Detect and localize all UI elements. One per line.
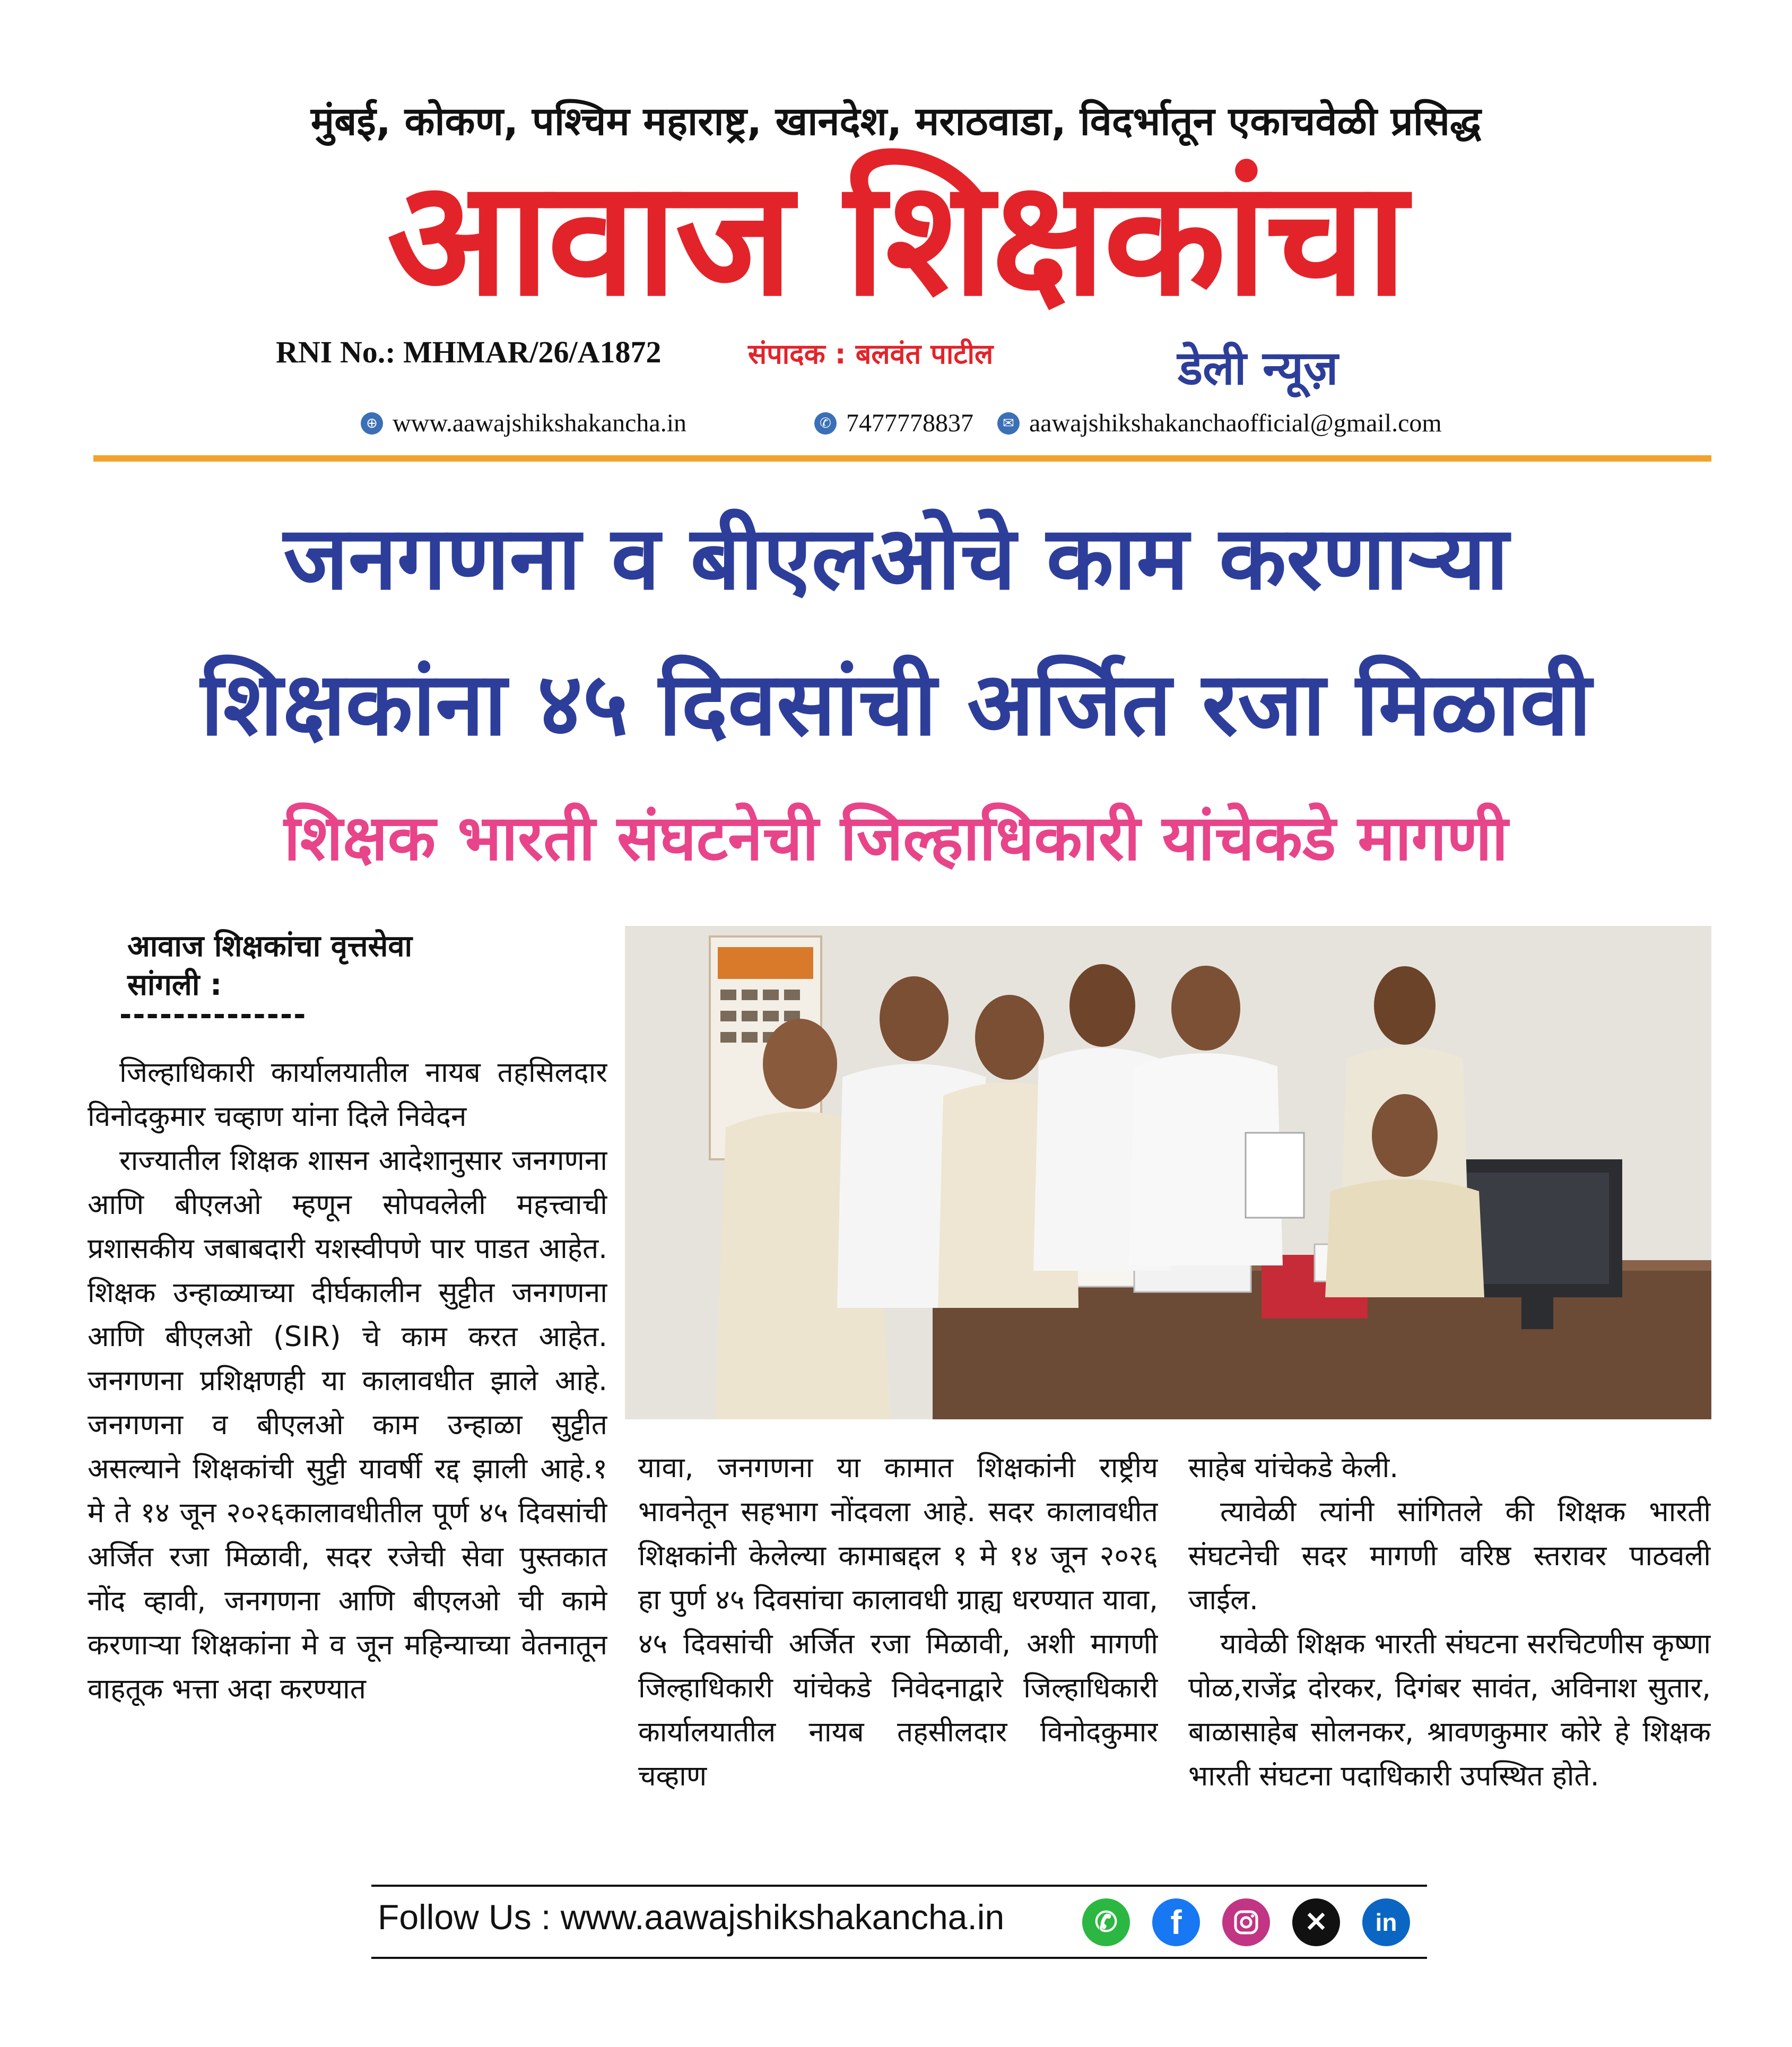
linkedin-icon[interactable]: in: [1362, 1898, 1410, 1946]
footer-divider-top: [371, 1885, 1427, 1887]
subheadline: शिक्षक भारती संघटनेची जिल्हाधिकारी यांचेकडे मागणी: [284, 801, 1508, 874]
headline-line-1: जनगणना व बीएलओचे काम करणाऱ्या: [283, 507, 1509, 609]
website-text: www.aawajshikshakancha.in: [393, 409, 687, 437]
byline: [127, 927, 412, 1005]
article-column-3: [1188, 1446, 1711, 1881]
phone-icon: ✆: [814, 412, 837, 435]
editor-credit: संपादक : बलवंत पाटील: [748, 339, 994, 370]
phone-text: 7477778837: [846, 409, 973, 437]
article-column-2: [638, 1446, 1158, 1881]
byline-separator: --------------: [119, 998, 307, 1032]
article-column-1: [88, 1051, 607, 1873]
contact-email[interactable]: [997, 409, 1442, 438]
news-service: आवाज शिक्षकांचा वृत्तसेवा: [127, 929, 413, 964]
contact-phone[interactable]: [814, 409, 973, 438]
masthead-title: आवाज शिक्षकांचा: [387, 146, 1405, 331]
footer-divider-bottom: [371, 1957, 1427, 1959]
paragraph: राज्यातील शिक्षक शासन आदेशानुसार जनगणना आणि बीएलओ म्हणून सोपवलेली महत्त्वाची प्रशासकीय जबाबदारी यशस्वीपणे पार पाडत आहेत. शिक्षक उन्हाळ्याच्या दीर्घकालीन सुट्टीत जनगणना आणि बीएलओ (SIR) चे काम करत आहेत. जनगणना प्रशिक्षणही या कालावधीत झाले आहे. जनगणना व बीएलओ काम उन्हाळा सुट्टीत असल्याने शिक्षकांची सुट्टी यावर्षी रद्द झाली आहे.१ मे ते १४ जून २०२६कालावधीतील पूर्ण ४५ दिवसांची अर्जित रजा मिळावी, सदर रजेची सेवा पुस्तकात नोंद व्हावी, जनगणना आणि बीएलओ ची कामे करणाऱ्या शिक्षकांना मे व जून महिन्याच्या वेतनातून वाहतूक भत्ता अदा करण्यात: [88, 1144, 607, 1705]
paragraph: यावेळी शिक्षक भारती संघटना सरचिटणीस कृष्णा पोळ,राजेंद्र दोरकर, दिगंबर सावंत, अविनाश सुतार, बाळासाहेब सोलनकर, श्रावणकुमार कोरे हे शिक्षक भारती संघटना पदाधिकारी उपस्थित होते.: [1188, 1628, 1711, 1792]
facebook-icon[interactable]: f: [1152, 1898, 1200, 1946]
x-icon[interactable]: ✕: [1292, 1898, 1340, 1946]
paragraph: साहेब यांचेकडे केली.: [1188, 1452, 1399, 1484]
dateline: सांगली :: [127, 967, 222, 1002]
instagram-icon[interactable]: [1222, 1898, 1270, 1946]
headline-line-2: शिक्षकांना ४५ दिवसांची अर्जित रजा मिळावी: [201, 653, 1591, 755]
paragraph: जिल्हाधिकारी कार्यालयातील नायब तहसिलदार विनोदकुमार चव्हाण यांना दिले निवेदन: [88, 1056, 607, 1133]
whatsapp-icon[interactable]: ✆: [1082, 1898, 1130, 1946]
edition-label: डेली न्यूज़: [1178, 341, 1338, 395]
tagline: मुंबई, कोकण, पश्चिम महाराष्ट्र, खानदेश, मराठवाडा, विदर्भातून एकाचवेळी प्रसिद्ध: [310, 99, 1482, 144]
paragraph: त्यावेळी त्यांनी सांगितले की शिक्षक भारती संघटनेची सदर मागणी वरिष्ठ स्तरावर पाठवली जाईल.: [1188, 1496, 1711, 1616]
header-divider: [93, 455, 1711, 462]
paragraph: यावा, जनगणना या कामात शिक्षकांनी राष्ट्रीय भावनेतून सहभाग नोंदवला आहे. सदर कालावधीत शिक्षकांनी केलेल्या कामाबद्दल १ मे १४ जून २०२६ हा पुर्ण ४५ दिवसांचा कालावधी ग्राह्य धरण्यात यावा, ४५ दिवसांची अर्जित रजा मिळावी, अशी मागणी जिल्हाधिकारी यांचेकडे निवेदनाद्वारे जिल्हाधिकारी कार्यालयातील नायब तहसीलदार विनोदकुमार चव्हाण: [638, 1452, 1158, 1792]
rni-number: RNI No.: MHMAR/26/A1872: [276, 335, 662, 369]
email-text: aawajshikshakanchaofficial@gmail.com: [1029, 409, 1442, 437]
contact-website[interactable]: [361, 409, 686, 438]
follow-us-link[interactable]: Follow Us : www.aawajshikshakancha.in: [378, 1897, 1005, 1937]
globe-icon: ⊕: [361, 412, 383, 435]
mail-icon: ✉: [997, 412, 1020, 435]
article-photo: [625, 926, 1711, 1419]
